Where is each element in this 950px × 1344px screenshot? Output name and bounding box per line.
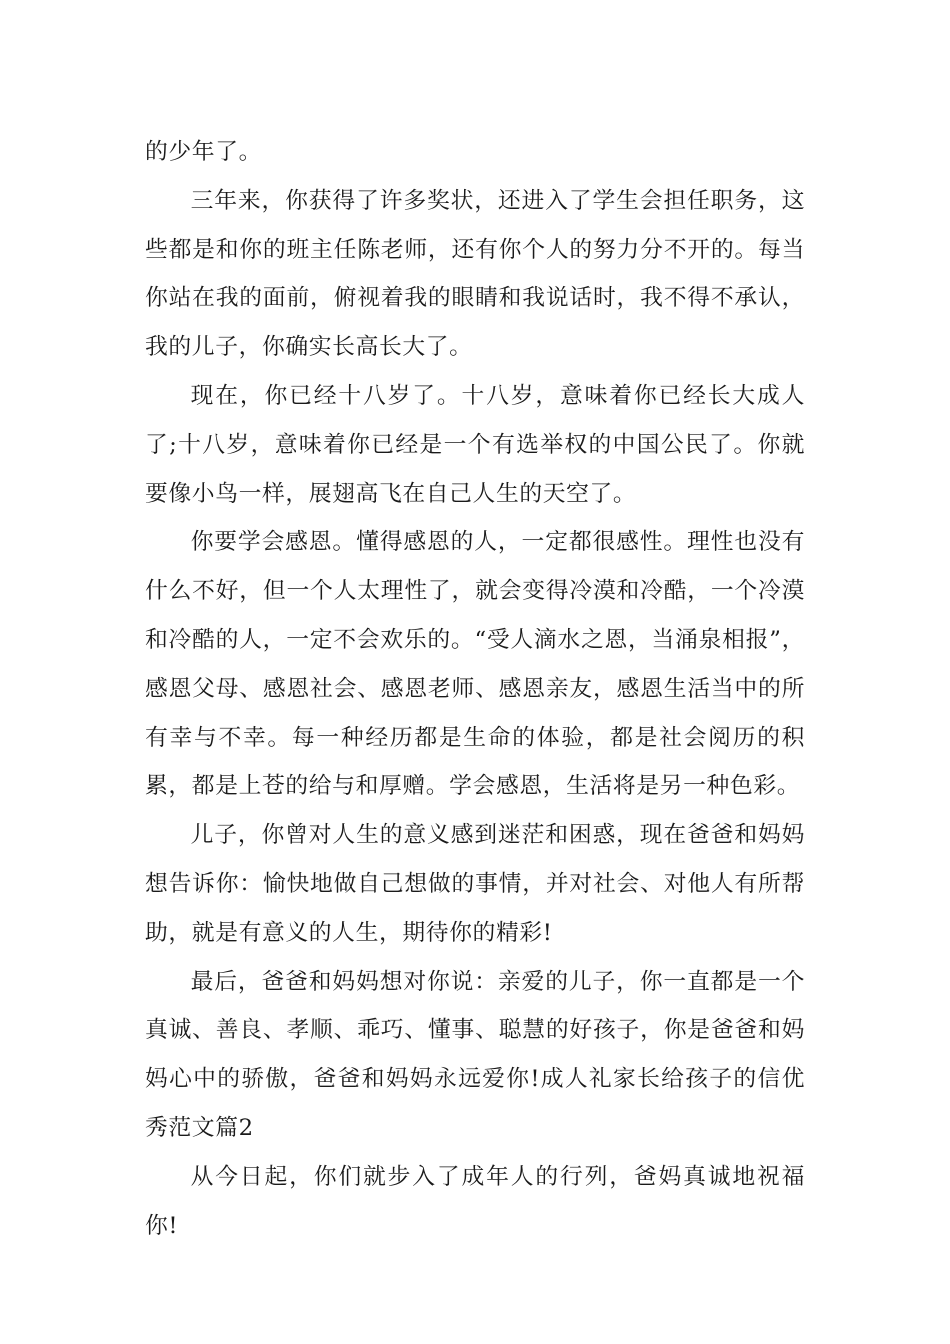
paragraph-from-today: 从今日起，你们就步入了成年人的行列，爸妈真诚地祝福你! xyxy=(145,1163,805,1239)
paragraph-eighteen: 现在，你已经十八岁了。十八岁，意味着你已经长大成人了;十八岁，意味着你已经是一个有选举权的中国公民了。你就要像小鸟一样，展翅高飞在自己人生的天空了。 xyxy=(145,382,805,507)
letter-body xyxy=(145,128,805,1250)
paragraph-meaning: 儿子，你曾对人生的意义感到迷茫和困惑，现在爸爸和妈妈想告诉你：愉快地做自己想做的事情，并对社会、对他人有所帮助，就是有意义的人生，期待你的精彩! xyxy=(145,822,805,946)
paragraph-continuation: 的少年了。 xyxy=(145,139,262,165)
paragraph-gratitude: 你要学会感恩。懂得感恩的人，一定都很感性。理性也没有什么不好，但一个人太理性了，就会变得冷漠和冷酷，一个冷漠和冷酷的人，一定不会欢乐的。“受人滴水之恩，当涌泉相报”，感恩父母、感恩社会、感恩老师、感恩亲友，感恩生活当中的所有幸与不幸。每一种经历都是生命的体验，都是社会阅历的积累，都是上苍的给与和厚赠。学会感恩，生活将是另一种色彩。 xyxy=(145,529,805,800)
paragraph-finally: 最后，爸爸和妈妈想对你说：亲爱的儿子，你一直都是一个真诚、善良、孝顺、乖巧、懂事、聪慧的好孩子，你是爸爸和妈妈心中的骄傲，爸爸和妈妈永远爱你!成人礼家长给孩子的信优秀范文篇2 xyxy=(145,968,805,1141)
paragraph-awards: 三年来，你获得了许多奖状，还进入了学生会担任职务，这些都是和你的班主任陈老师，还有你个人的努力分不开的。每当你站在我的面前，俯视着我的眼睛和我说话时，我不得不承认，我的儿子，你确实长高长大了。 xyxy=(145,187,805,361)
